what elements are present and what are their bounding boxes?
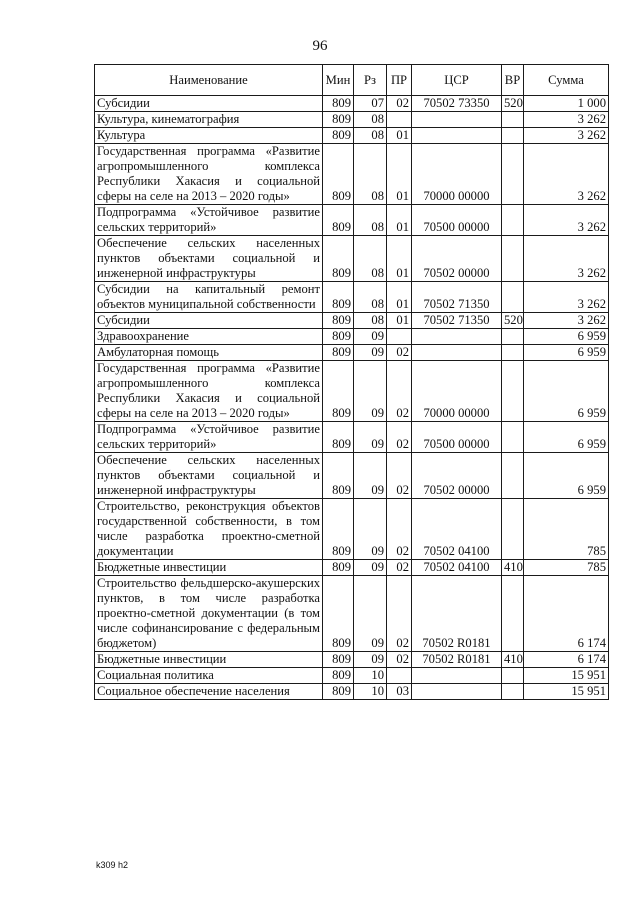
cell-csr: 70502 00000 bbox=[412, 236, 502, 282]
table-row bbox=[95, 329, 609, 345]
table-row bbox=[95, 668, 609, 684]
cell-vr: 410 bbox=[502, 652, 524, 668]
cell-min: 809 bbox=[323, 652, 354, 668]
cell-min: 809 bbox=[323, 205, 354, 236]
cell-vr: 520 bbox=[502, 96, 524, 112]
cell-csr bbox=[412, 684, 502, 700]
cell-csr bbox=[412, 112, 502, 128]
cell-vr: 410 bbox=[502, 560, 524, 576]
cell-rz: 08 bbox=[354, 128, 387, 144]
cell-min: 809 bbox=[323, 453, 354, 499]
cell-sum: 785 bbox=[524, 499, 609, 560]
cell-csr bbox=[412, 329, 502, 345]
cell-rz: 10 bbox=[354, 684, 387, 700]
cell-pr: 01 bbox=[387, 144, 412, 205]
cell-sum: 3 262 bbox=[524, 128, 609, 144]
cell-name: Обеспечение сельских населенных пунктов объектами социальной и инженерной инфраструктуры bbox=[95, 236, 323, 282]
table-body bbox=[95, 96, 609, 700]
cell-name: Строительство фельдшерско-акушерских пунктов, в том числе разработка проектно-сметной документации (в том числе софинансирование с федеральным бюджетом) bbox=[95, 576, 323, 652]
cell-rz: 10 bbox=[354, 668, 387, 684]
cell-csr: 70502 R0181 bbox=[412, 652, 502, 668]
cell-pr: 01 bbox=[387, 236, 412, 282]
cell-min: 809 bbox=[323, 128, 354, 144]
cell-sum: 6 959 bbox=[524, 422, 609, 453]
cell-name: Подпрограмма «Устойчивое развитие сельских территорий» bbox=[95, 422, 323, 453]
cell-vr bbox=[502, 128, 524, 144]
cell-pr: 01 bbox=[387, 128, 412, 144]
table-row bbox=[95, 345, 609, 361]
cell-sum: 3 262 bbox=[524, 282, 609, 313]
cell-min: 809 bbox=[323, 560, 354, 576]
cell-rz: 09 bbox=[354, 560, 387, 576]
cell-vr: 520 bbox=[502, 313, 524, 329]
cell-rz: 08 bbox=[354, 313, 387, 329]
cell-min: 809 bbox=[323, 684, 354, 700]
header-name: Наименование bbox=[95, 65, 323, 96]
header-rz: Рз bbox=[354, 65, 387, 96]
cell-sum: 3 262 bbox=[524, 144, 609, 205]
cell-name: Государственная программа «Развитие агропромышленного комплекса Республики Хакасия и социальной сферы на селе на 2013 – 2020 годы» bbox=[95, 361, 323, 422]
cell-rz: 09 bbox=[354, 499, 387, 560]
cell-sum: 3 262 bbox=[524, 236, 609, 282]
table-row bbox=[95, 112, 609, 128]
cell-min: 809 bbox=[323, 144, 354, 205]
cell-vr bbox=[502, 205, 524, 236]
cell-name: Здравоохранение bbox=[95, 329, 323, 345]
cell-vr bbox=[502, 422, 524, 453]
cell-min: 809 bbox=[323, 345, 354, 361]
cell-csr: 70502 73350 bbox=[412, 96, 502, 112]
cell-csr bbox=[412, 128, 502, 144]
cell-vr bbox=[502, 112, 524, 128]
cell-sum: 6 959 bbox=[524, 361, 609, 422]
cell-sum: 1 000 bbox=[524, 96, 609, 112]
cell-name: Социальное обеспечение населения bbox=[95, 684, 323, 700]
cell-rz: 08 bbox=[354, 236, 387, 282]
table-row bbox=[95, 499, 609, 560]
cell-name: Культура, кинематография bbox=[95, 112, 323, 128]
cell-name: Субсидии на капитальный ремонт объектов муниципальной собственности bbox=[95, 282, 323, 313]
cell-sum: 15 951 bbox=[524, 668, 609, 684]
cell-csr: 70000 00000 bbox=[412, 361, 502, 422]
cell-rz: 09 bbox=[354, 422, 387, 453]
cell-rz: 09 bbox=[354, 361, 387, 422]
header-min: Мин bbox=[323, 65, 354, 96]
cell-vr bbox=[502, 345, 524, 361]
cell-sum: 3 262 bbox=[524, 205, 609, 236]
cell-sum: 3 262 bbox=[524, 313, 609, 329]
cell-pr: 02 bbox=[387, 576, 412, 652]
cell-vr bbox=[502, 453, 524, 499]
cell-rz: 09 bbox=[354, 329, 387, 345]
cell-pr: 02 bbox=[387, 96, 412, 112]
cell-rz: 07 bbox=[354, 96, 387, 112]
cell-pr bbox=[387, 668, 412, 684]
cell-min: 809 bbox=[323, 112, 354, 128]
cell-min: 809 bbox=[323, 313, 354, 329]
header-vr: ВР bbox=[502, 65, 524, 96]
table-row bbox=[95, 313, 609, 329]
cell-name: Бюджетные инвестиции bbox=[95, 652, 323, 668]
cell-vr bbox=[502, 144, 524, 205]
cell-csr: 70000 00000 bbox=[412, 144, 502, 205]
cell-sum: 785 bbox=[524, 560, 609, 576]
table-row bbox=[95, 684, 609, 700]
cell-pr bbox=[387, 112, 412, 128]
cell-pr: 01 bbox=[387, 205, 412, 236]
table-row bbox=[95, 144, 609, 205]
cell-name: Культура bbox=[95, 128, 323, 144]
cell-name: Амбулаторная помощь bbox=[95, 345, 323, 361]
cell-name: Государственная программа «Развитие агропромышленного комплекса Республики Хакасия и социальной сферы на селе на 2013 – 2020 годы» bbox=[95, 144, 323, 205]
footer-code: k309 h2 bbox=[96, 860, 129, 870]
cell-vr bbox=[502, 282, 524, 313]
table-row bbox=[95, 453, 609, 499]
cell-pr: 01 bbox=[387, 282, 412, 313]
header-pr: ПР bbox=[387, 65, 412, 96]
cell-name: Социальная политика bbox=[95, 668, 323, 684]
cell-min: 809 bbox=[323, 668, 354, 684]
cell-rz: 08 bbox=[354, 282, 387, 313]
cell-csr bbox=[412, 345, 502, 361]
cell-vr bbox=[502, 499, 524, 560]
cell-min: 809 bbox=[323, 422, 354, 453]
cell-pr: 02 bbox=[387, 345, 412, 361]
table-row bbox=[95, 282, 609, 313]
cell-vr bbox=[502, 329, 524, 345]
cell-csr: 70502 R0181 bbox=[412, 576, 502, 652]
cell-min: 809 bbox=[323, 329, 354, 345]
cell-vr bbox=[502, 668, 524, 684]
cell-csr: 70502 71350 bbox=[412, 313, 502, 329]
table-row bbox=[95, 576, 609, 652]
header-csr: ЦСР bbox=[412, 65, 502, 96]
cell-rz: 09 bbox=[354, 576, 387, 652]
table-row bbox=[95, 422, 609, 453]
cell-rz: 09 bbox=[354, 453, 387, 499]
cell-pr: 02 bbox=[387, 652, 412, 668]
table-row bbox=[95, 361, 609, 422]
cell-pr: 02 bbox=[387, 499, 412, 560]
cell-csr: 70502 00000 bbox=[412, 453, 502, 499]
cell-rz: 09 bbox=[354, 345, 387, 361]
cell-sum: 15 951 bbox=[524, 684, 609, 700]
cell-name: Субсидии bbox=[95, 313, 323, 329]
cell-rz: 09 bbox=[354, 652, 387, 668]
table-row bbox=[95, 205, 609, 236]
cell-name: Субсидии bbox=[95, 96, 323, 112]
cell-vr bbox=[502, 236, 524, 282]
table-row bbox=[95, 236, 609, 282]
cell-pr: 02 bbox=[387, 560, 412, 576]
cell-sum: 3 262 bbox=[524, 112, 609, 128]
cell-name: Подпрограмма «Устойчивое развитие сельских территорий» bbox=[95, 205, 323, 236]
table-row bbox=[95, 560, 609, 576]
cell-sum: 6 959 bbox=[524, 329, 609, 345]
cell-pr: 01 bbox=[387, 313, 412, 329]
cell-csr: 70502 71350 bbox=[412, 282, 502, 313]
cell-pr: 02 bbox=[387, 361, 412, 422]
cell-csr: 70502 04100 bbox=[412, 560, 502, 576]
table-row bbox=[95, 652, 609, 668]
cell-csr: 70500 00000 bbox=[412, 205, 502, 236]
cell-rz: 08 bbox=[354, 205, 387, 236]
cell-pr: 02 bbox=[387, 453, 412, 499]
cell-sum: 6 959 bbox=[524, 453, 609, 499]
cell-min: 809 bbox=[323, 576, 354, 652]
cell-pr: 02 bbox=[387, 422, 412, 453]
cell-vr bbox=[502, 361, 524, 422]
cell-name: Строительство, реконструкция объектов государственной собственности, в том числе разработка проектно-сметной документации bbox=[95, 499, 323, 560]
cell-pr: 03 bbox=[387, 684, 412, 700]
table-header-row bbox=[95, 65, 609, 96]
cell-min: 809 bbox=[323, 96, 354, 112]
cell-name: Обеспечение сельских населенных пунктов объектами социальной и инженерной инфраструктуры bbox=[95, 453, 323, 499]
header-sum: Сумма bbox=[524, 65, 609, 96]
cell-min: 809 bbox=[323, 236, 354, 282]
cell-rz: 08 bbox=[354, 144, 387, 205]
cell-vr bbox=[502, 576, 524, 652]
cell-rz: 08 bbox=[354, 112, 387, 128]
cell-vr bbox=[502, 684, 524, 700]
cell-min: 809 bbox=[323, 282, 354, 313]
cell-csr bbox=[412, 668, 502, 684]
cell-csr: 70502 04100 bbox=[412, 499, 502, 560]
page-number: 96 bbox=[312, 38, 328, 54]
cell-sum: 6 174 bbox=[524, 576, 609, 652]
cell-sum: 6 959 bbox=[524, 345, 609, 361]
cell-name: Бюджетные инвестиции bbox=[95, 560, 323, 576]
table-row bbox=[95, 128, 609, 144]
budget-table bbox=[94, 64, 609, 700]
cell-min: 809 bbox=[323, 499, 354, 560]
table-row bbox=[95, 96, 609, 112]
cell-min: 809 bbox=[323, 361, 354, 422]
cell-sum: 6 174 bbox=[524, 652, 609, 668]
cell-pr bbox=[387, 329, 412, 345]
cell-csr: 70500 00000 bbox=[412, 422, 502, 453]
